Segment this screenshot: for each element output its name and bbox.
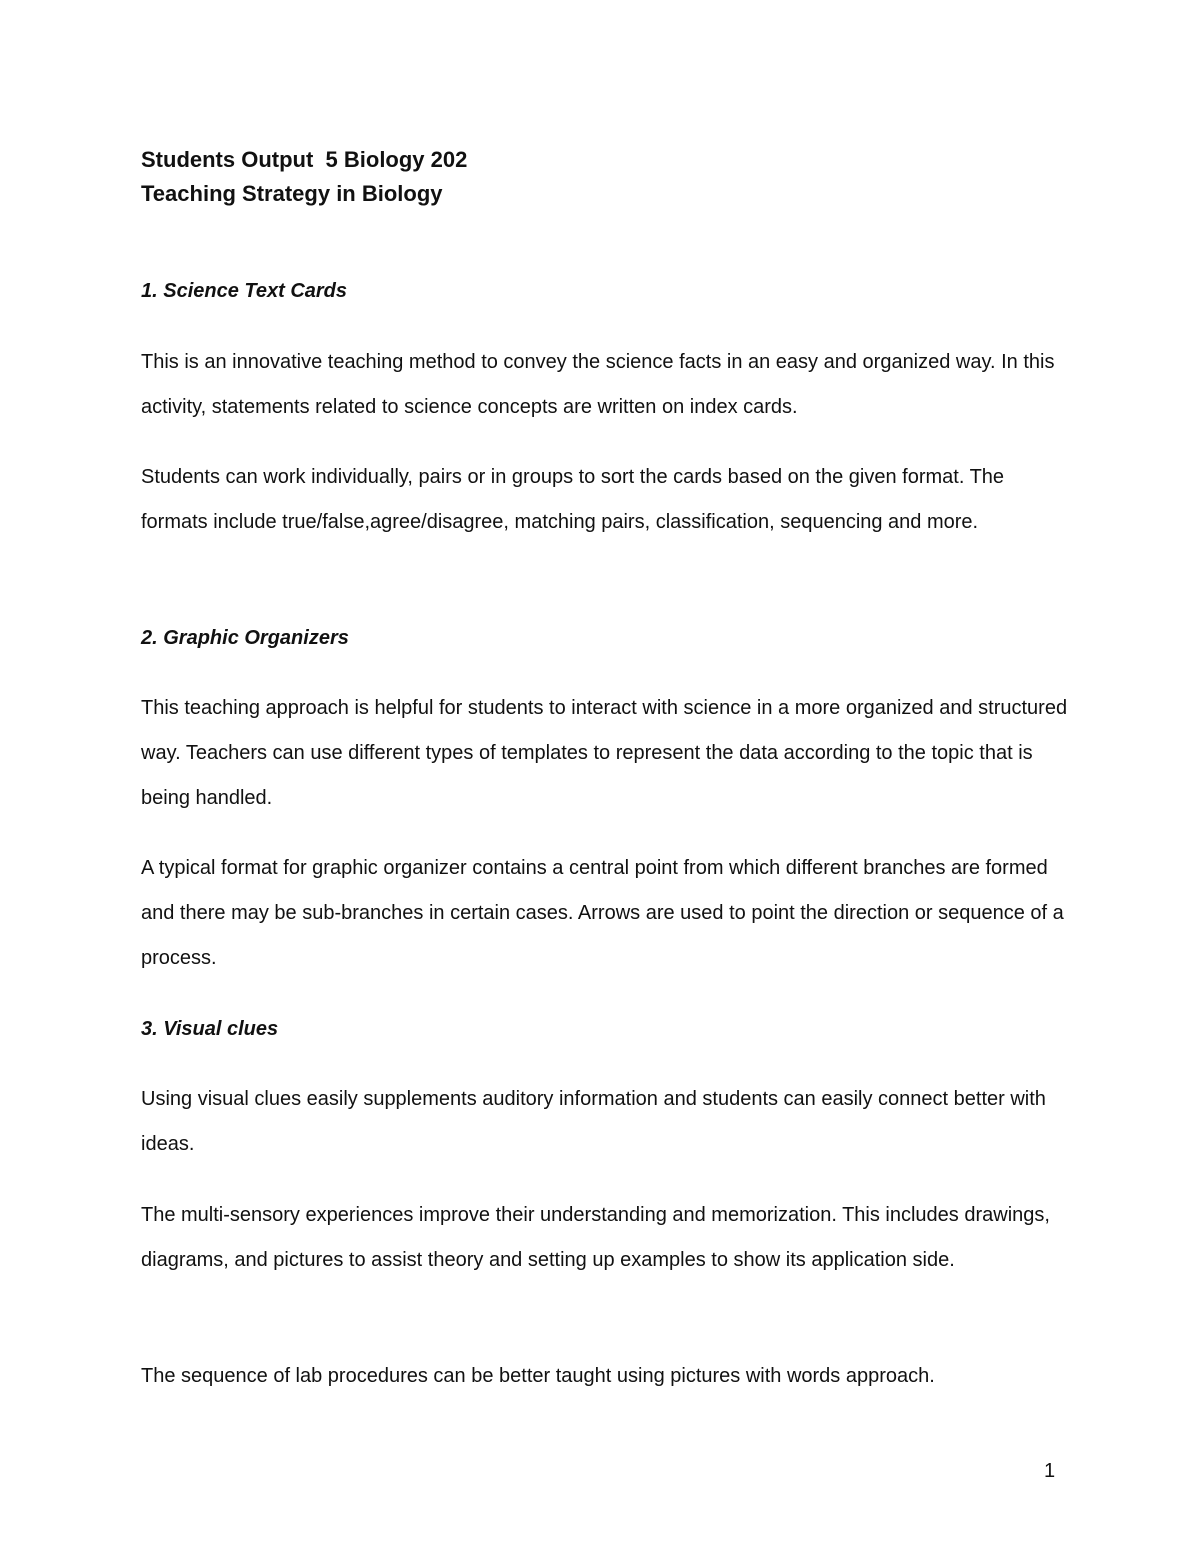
paragraph: This teaching approach is helpful for students to interact with science in a more organized and structured way. Teachers can use different types of templates to represent the data according to the topic that is being handled.	[141, 697, 1068, 809]
section-heading-visual-clues: 3. Visual clues	[141, 1018, 279, 1040]
paragraph: Students can work individually, pairs or in groups to sort the cards based on the given format. The formats include true/false,agree/disagree, matching pairs, classification, sequencing and more.	[141, 466, 1005, 533]
paragraph: Using visual clues easily supplements auditory information and students can easily connect better with ideas.	[141, 1088, 1046, 1155]
document-title: Students Output 5 Biology 202	[141, 147, 468, 172]
paragraph: This is an innovative teaching method to convey the science facts in an easy and organized way. In this activity, statements related to science concepts are written on index cards.	[141, 351, 1055, 418]
page-number: 1	[1044, 1460, 1056, 1482]
paragraph: The sequence of lab procedures can be better taught using pictures with words approach.	[141, 1365, 935, 1387]
section-heading-science-text-cards: 1. Science Text Cards	[141, 280, 348, 302]
document-subtitle: Teaching Strategy in Biology	[141, 181, 443, 206]
paragraph: A typical format for graphic organizer contains a central point from which different branches are formed and there may be sub-branches in certain cases. Arrows are used to point the direction or sequence of a process.	[141, 857, 1064, 969]
section-heading-graphic-organizers: 2. Graphic Organizers	[141, 627, 349, 649]
paragraph: The multi-sensory experiences improve their understanding and memorization. This includes drawings, diagrams, and pictures to assist theory and setting up examples to show its application side.	[141, 1204, 1050, 1271]
